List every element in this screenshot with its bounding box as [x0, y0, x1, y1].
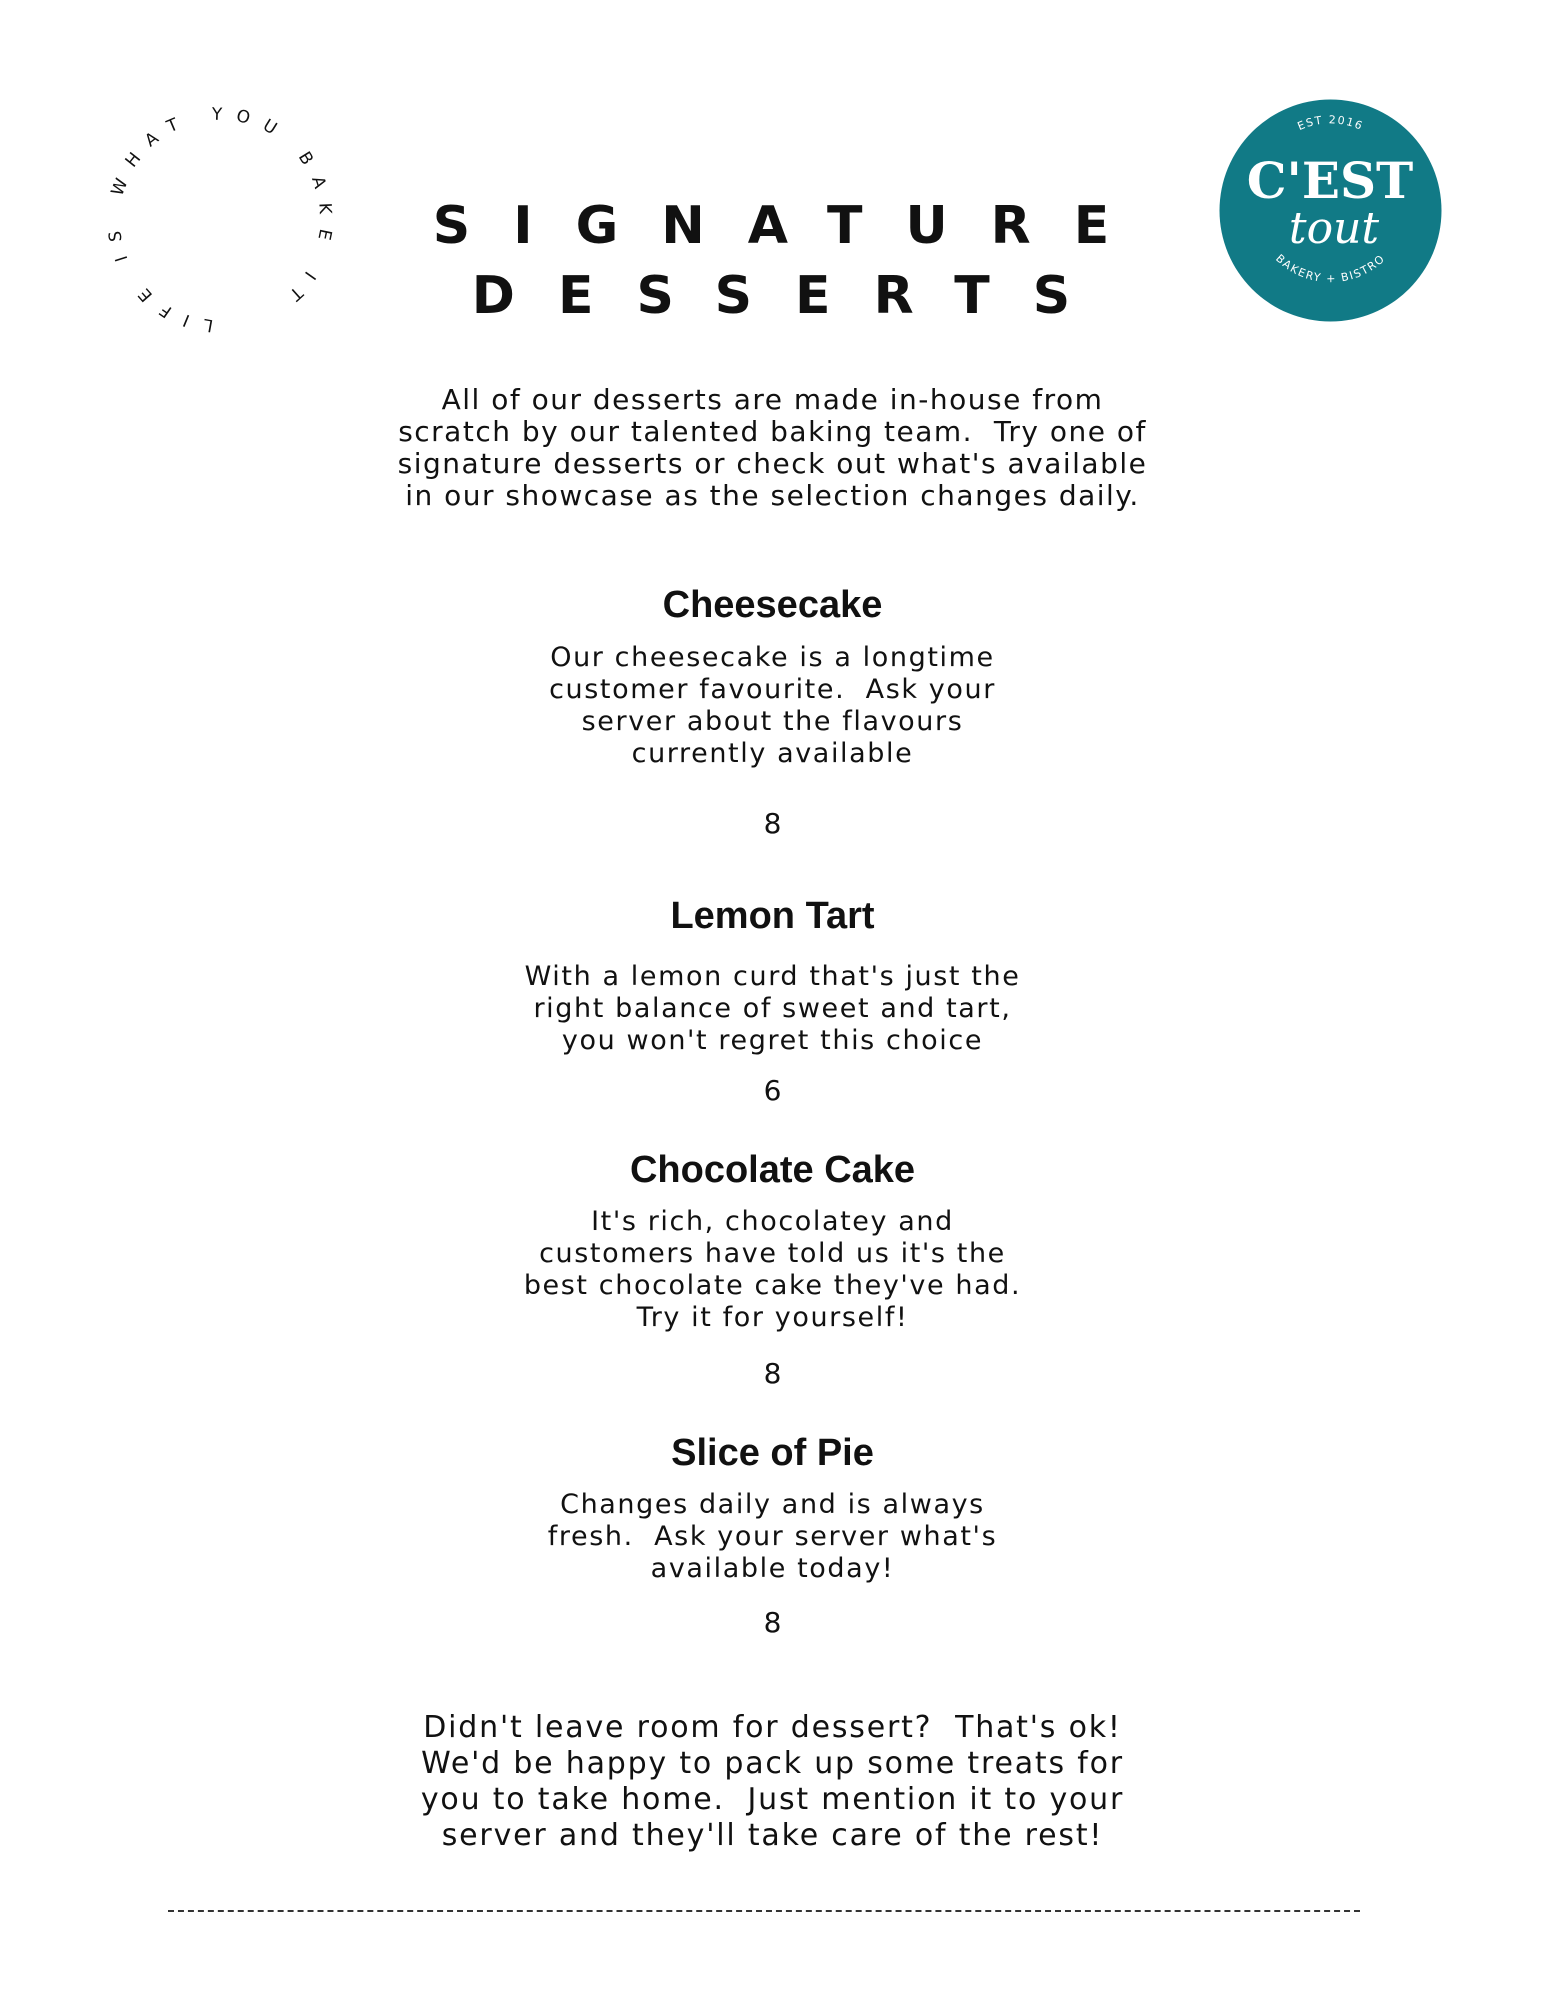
intro-line: in our showcase as the selection changes daily. — [405, 479, 1140, 512]
closing-line: Didn't leave room for dessert? That's ok! — [423, 1710, 1122, 1745]
page-title-line-2: DESSERTS — [471, 266, 1114, 326]
item-price-chocolate-cake: 8 — [763, 1357, 782, 1390]
item-description-line: Try it for yourself! — [636, 1302, 909, 1333]
page-title-line-1: SIGNATURE — [432, 196, 1153, 256]
item-description-line: fresh. Ask your server what's — [547, 1521, 998, 1552]
item-price-slice-of-pie: 8 — [763, 1606, 782, 1639]
item-description-line: With a lemon curd that's just the — [524, 961, 1021, 992]
intro-paragraph — [0, 384, 1545, 512]
item-name-lemon-tart: Lemon Tart — [670, 895, 875, 937]
item-description-line: available today! — [650, 1553, 895, 1584]
item-description-slice-of-pie — [0, 1489, 1545, 1585]
item-description-lemon-tart — [0, 961, 1545, 1057]
item-name-cheesecake: Cheesecake — [662, 584, 883, 626]
item-description-line: Our cheesecake is a longtime — [550, 642, 995, 673]
item-description-chocolate-cake — [0, 1206, 1545, 1334]
item-name-slice-of-pie: Slice of Pie — [671, 1432, 874, 1474]
item-description-line: It's rich, chocolatey and — [591, 1206, 954, 1237]
item-description-line: you won't regret this choice — [561, 1025, 984, 1056]
closing-line: you to take home. Just mention it to your — [420, 1782, 1125, 1817]
item-description-line: server about the flavours — [581, 706, 964, 737]
closing-line: We'd be happy to pack up some treats for — [421, 1746, 1124, 1781]
item-description-line: best chocolate cake they've had. — [523, 1270, 1022, 1301]
item-description-line: customer favourite. Ask your — [549, 674, 996, 705]
item-price-cheesecake: 8 — [763, 807, 782, 840]
item-description-line: Changes daily and is always — [560, 1489, 985, 1520]
intro-line: All of our desserts are made in-house from — [441, 383, 1104, 416]
item-name-chocolate-cake: Chocolate Cake — [629, 1149, 916, 1191]
intro-line: signature desserts or check out what's available — [397, 447, 1148, 480]
logo-name-top: C'EST — [1246, 151, 1414, 210]
dashed-divider — [168, 1910, 1360, 1912]
logo-tagline: BAKERY + BISTRO — [1273, 251, 1388, 286]
closing-paragraph — [0, 1710, 1545, 1854]
circular-slogan-text: LIFE IS WHAT YOU BAKE IT — [104, 104, 336, 336]
item-description-cheesecake — [0, 642, 1545, 770]
item-price-lemon-tart: 6 — [763, 1074, 782, 1107]
logo-name-script: tout — [1288, 203, 1380, 254]
item-description-line: right balance of sweet and tart, — [533, 993, 1012, 1024]
item-description-line: currently available — [631, 738, 914, 769]
item-description-line: customers have told us it's the — [539, 1238, 1006, 1269]
intro-line: scratch by our talented baking team. Try one of — [398, 415, 1147, 448]
logo-est: EST 2016 — [1295, 113, 1366, 134]
closing-line: server and they'll take care of the rest! — [441, 1818, 1104, 1853]
